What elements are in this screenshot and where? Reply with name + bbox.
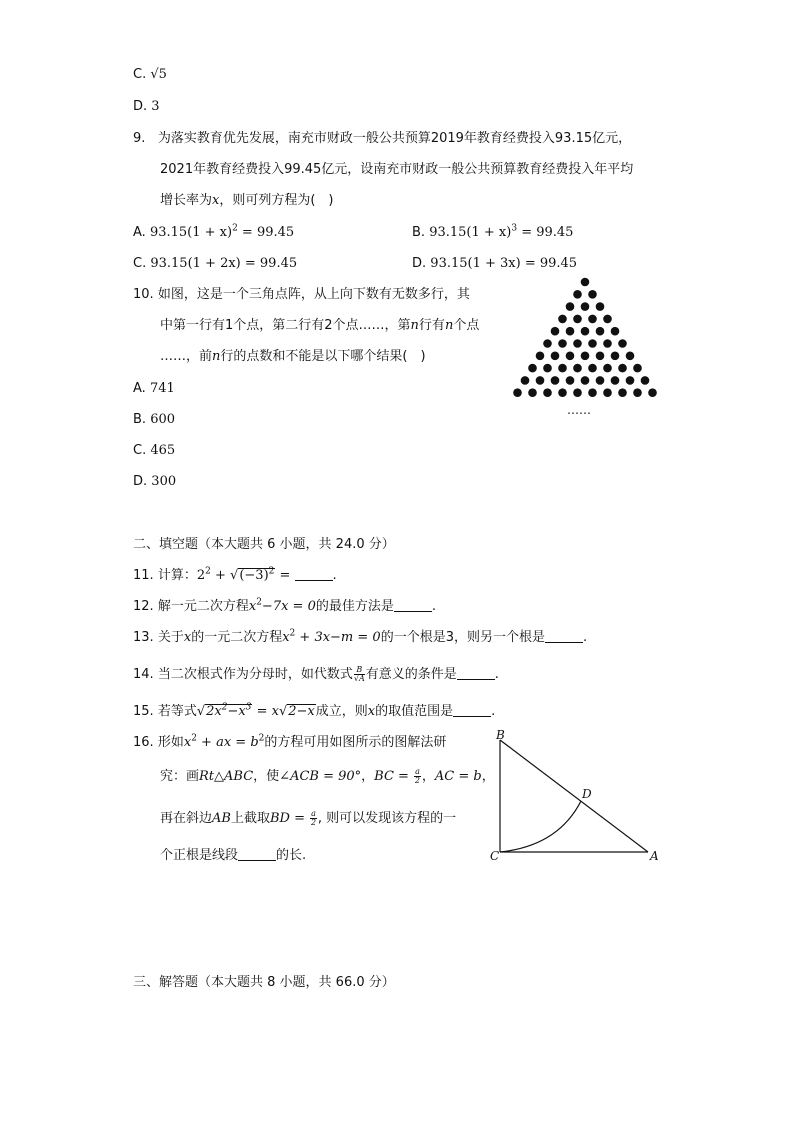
triangle-dot-figure	[505, 274, 665, 424]
dot	[588, 290, 597, 299]
dot	[543, 364, 552, 373]
q11-answer-blank[interactable]	[295, 568, 333, 581]
q12-answer-blank[interactable]	[394, 599, 432, 612]
dot	[558, 339, 567, 348]
dot	[528, 364, 537, 373]
dot	[596, 327, 605, 336]
dot	[581, 278, 590, 287]
q14-answer-blank[interactable]	[457, 667, 495, 680]
dot	[558, 388, 567, 397]
dot	[603, 364, 612, 373]
dot	[618, 388, 627, 397]
dot	[611, 352, 620, 361]
q9-option-b: B. $93.15(1 + x)^3 = 99.45$	[412, 223, 574, 240]
dot	[618, 339, 627, 348]
label-b: B	[496, 728, 505, 742]
q10-option-c: C. 465	[133, 443, 176, 458]
dot	[521, 376, 530, 385]
dot	[596, 302, 605, 311]
dot	[626, 376, 635, 385]
section-2-title: 二、填空题（本大题共 6 小题，共 24.0 分）	[133, 537, 395, 552]
dot	[603, 388, 612, 397]
dot	[588, 388, 597, 397]
dot	[603, 339, 612, 348]
q8-option-c: C. √5	[133, 67, 167, 82]
q10-stem-line1: 10. 如图，这是一个三角点阵，从上向下数有无数多行，其	[133, 287, 470, 302]
q16-line3: 再在斜边AB上截取BD = $\frac{a}{2}$ , 则可以发现该方程的一	[160, 809, 457, 827]
dot	[588, 364, 597, 373]
q14: 14. 当二次根式作为分母时，如代数式 $\frac{B}{√A}$ 有意义的条件是 .	[133, 665, 499, 683]
dot	[573, 388, 582, 397]
q10-option-b: B. 600	[133, 412, 176, 427]
dot	[558, 315, 567, 324]
dot	[596, 352, 605, 361]
dot	[641, 376, 650, 385]
q8-option-d: D. 3	[133, 99, 160, 114]
dot	[536, 376, 545, 385]
hypotenuse-ab	[500, 740, 648, 852]
q10-stem-line2: 中第一行有1个点，第二行有2个点……，第n行有n个点	[160, 318, 480, 333]
label-a: A	[650, 849, 659, 863]
dot	[596, 376, 605, 385]
q16-line2: 究：画Rt△ABC，使∠ACB = 90°，BC = $\frac{a}{2}$ ，AC = b，	[160, 767, 495, 785]
label-c: C	[490, 849, 500, 863]
arc-cd	[500, 801, 581, 852]
dot-rows	[513, 278, 657, 397]
q9-option-d: D. 93.15(1 + 3x) = 99.45	[412, 256, 578, 271]
dot	[573, 315, 582, 324]
dot	[558, 364, 567, 373]
q9-option-c: C. 93.15(1 + 2x) = 99.45	[133, 256, 298, 271]
dot	[551, 376, 560, 385]
dot	[551, 327, 560, 336]
right-triangle-figure	[488, 726, 668, 866]
dot	[543, 388, 552, 397]
dot	[581, 376, 590, 385]
dot	[513, 388, 522, 397]
q9-option-a: A. $93.15(1 + x)^2 = 99.45$	[133, 223, 295, 240]
dot	[588, 315, 597, 324]
q14-fraction: $\frac{B}{√A}$	[353, 665, 365, 683]
dot	[603, 315, 612, 324]
q16-line4: 个正根是线段 的长.	[160, 848, 307, 863]
dot	[573, 339, 582, 348]
dot	[551, 352, 560, 361]
q9-stem-line2: 2021年教育经费投入99.45亿元，设南充市财政一般公共预算教育经费投入年平均	[160, 162, 634, 177]
dot	[618, 364, 627, 373]
section-3-title: 三、解答题（本大题共 8 小题，共 66.0 分）	[133, 975, 395, 990]
dot	[573, 290, 582, 299]
dot	[633, 388, 642, 397]
dot	[566, 376, 575, 385]
dots-ellipsis: ……	[567, 403, 591, 417]
dot	[573, 364, 582, 373]
q9-stem-line3: 增长率为x，则可列方程为( )	[160, 193, 334, 208]
dot	[611, 327, 620, 336]
q13: 13. 关于x的一元二次方程$x^2 + 3x-m = 0$的一个根是3，则另一个根是 .	[133, 628, 588, 645]
dot	[611, 376, 620, 385]
q16-line1: 16. 形如$x^2$ + ax = $b^2$的方程可用如图所示的图解法研	[133, 733, 447, 750]
dot	[581, 302, 590, 311]
dot	[536, 352, 545, 361]
dot	[566, 302, 575, 311]
q10-stem-line3: ……，前n行的点数和不能是以下哪个结果( )	[160, 349, 426, 364]
dot	[588, 339, 597, 348]
q13-answer-blank[interactable]	[545, 630, 583, 643]
dot	[528, 388, 537, 397]
dot	[626, 352, 635, 361]
q9-stem-line1: 9. 为落实教育优先发展，南充市财政一般公共预算2019年教育经费投入93.15亿元，	[133, 131, 632, 146]
dot	[633, 364, 642, 373]
q11: 11. 计算：$2^2 + √(-3)^2$ = .	[133, 566, 337, 583]
dot	[543, 339, 552, 348]
dot	[566, 327, 575, 336]
dot	[581, 327, 590, 336]
q16-answer-blank[interactable]	[238, 848, 276, 861]
q12: 12. 解一元二次方程$x^2-7x = 0$的最佳方法是 .	[133, 597, 437, 614]
dot	[648, 388, 657, 397]
q15: 15. 若等式$√2x^2-x^3 = x√2-x$成立，则x的取值范围是 .	[133, 702, 496, 719]
dot	[566, 352, 575, 361]
label-d: D	[582, 787, 592, 801]
q10-option-d: D. 300	[133, 474, 177, 489]
q10-option-a: A. 741	[133, 381, 175, 396]
q15-answer-blank[interactable]	[453, 704, 491, 717]
dot	[581, 352, 590, 361]
